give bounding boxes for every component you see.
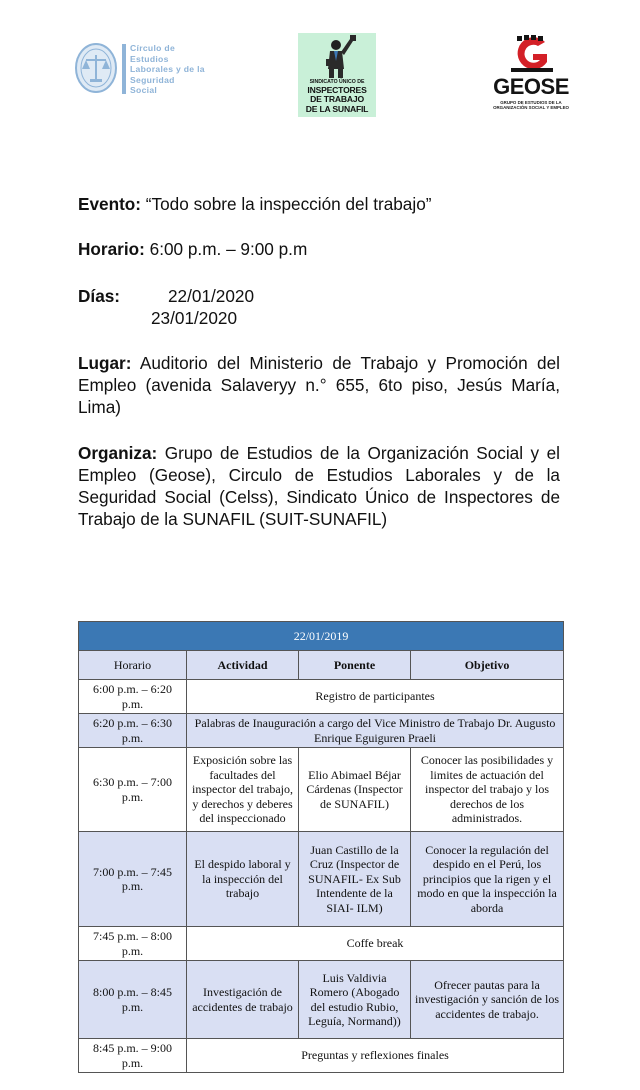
dias-value-1: 22/01/2020 [168, 286, 255, 306]
merged-cell: Palabras de Inauguración a cargo del Vice Ministro de Trabajo Dr. Augusto Enrique Eguiguren Praeli [187, 714, 564, 748]
merged-cell: Coffe break [187, 927, 564, 961]
table-date-row [79, 622, 564, 651]
column-header-objetivo: Objetivo [411, 651, 564, 680]
time-cell: 8:00 p.m. – 8:45 p.m. [79, 961, 187, 1039]
geose-subtitle-line: ORGANIZACIÓN SOCIAL Y EMPLEO [493, 105, 569, 111]
event-line [78, 193, 560, 215]
evento-value: “Todo sobre la inspección del trabajo” [141, 194, 432, 214]
suit-line-1: SINDICATO ÚNICO DE [309, 79, 365, 85]
raised-fist-worker-icon [312, 35, 362, 79]
program-table [78, 621, 564, 1073]
time-cell: 6:30 p.m. – 7:00 p.m. [79, 748, 187, 832]
scales-of-justice-icon [74, 42, 118, 94]
organiza-value: Grupo de Estudios de la Organización Social y el Empleo (Geose), Circulo de Estudios Laborales y de la Seguridad Social (Celss), Sindicato Único de Inspectores de Trabajo de la SUNAFIL (SUIT-SUNAFIL) [78, 443, 560, 529]
lugar-paragraph [78, 352, 560, 418]
organiza-paragraph [78, 442, 560, 530]
table-row [79, 832, 564, 927]
evento-label: Evento: [78, 194, 142, 214]
geose-subtitle-line: GRUPO DE ESTUDIOS DE LA [500, 100, 562, 105]
lugar-label: Lugar: [78, 353, 132, 373]
celss-wordmark [130, 43, 245, 96]
activity-cell: El despido laboral y la inspección del trabajo [187, 832, 299, 927]
suit-line-2: INSPECTORES [307, 85, 367, 95]
table-row [79, 961, 564, 1039]
speaker-cell: Elio Abimael Béjar Cárdenas (Inspector de SUNAFIL) [299, 748, 411, 832]
celss-logo [74, 40, 244, 98]
horario-line [78, 238, 560, 260]
speaker-cell: Juan Castillo de la Cruz (Inspector de SUNAFIL- Ex Sub Intendente de la SIAI- ILM) [299, 832, 411, 927]
suit-line-4: DE LA SUNAFIL [305, 103, 369, 114]
table-row [79, 1039, 564, 1073]
column-header-horario: Horario [79, 651, 187, 680]
speaker-cell: Luis Valdivia Romero (Abogado del estudio Rubio, Leguía, Normand)) [299, 961, 411, 1039]
time-cell: 8:45 p.m. – 9:00 p.m. [79, 1039, 187, 1073]
table-date: 22/01/2019 [79, 622, 564, 651]
organiza-label: Organiza: [78, 443, 158, 463]
objective-cell: Ofrecer pautas para la investigación y sanción de los accidentes de trabajo. [411, 961, 564, 1039]
horario-label: Horario: [78, 239, 145, 259]
suit-sunafil-logo [298, 33, 376, 117]
celss-line: Círculo de [130, 43, 176, 53]
dias-label: Días: [78, 286, 121, 306]
activity-cell: Exposición sobre las facultades del inspector del trabajo, y derechos y deberes del inspeccionado [187, 748, 299, 832]
dias-value-2: 23/01/2020 [151, 308, 238, 328]
lugar-value: Auditorio del Ministerio de Trabajo y Promoción del Empleo (avenida Salaveryy n.° 655, 6to piso, Jesús María, Lima) [78, 353, 560, 417]
geose-name: GEOSE [493, 74, 569, 99]
activity-cell: Investigación de accidentes de trabajo [187, 961, 299, 1039]
suit-line-3: DE TRABAJO [310, 94, 364, 105]
objective-cell: Conocer la regulación del despido en el Perú, los principios que la rigen y el modo en que la inspección la aborda [411, 832, 564, 927]
table-row [79, 748, 564, 832]
time-cell: 6:00 p.m. – 6:20 p.m. [79, 680, 187, 714]
merged-cell: Registro de participantes [187, 680, 564, 714]
geose-subtitle [485, 100, 577, 111]
time-cell: 7:00 p.m. – 7:45 p.m. [79, 832, 187, 927]
celss-line: Seguridad [130, 74, 175, 85]
column-header-ponente: Ponente [299, 651, 411, 680]
celss-line: Laborales y de la [130, 64, 205, 75]
table-header-row [79, 651, 564, 680]
column-header-actividad: Actividad [187, 651, 299, 680]
celss-line: Social [130, 85, 158, 96]
celss-line: Estudios [130, 53, 169, 64]
celss-divider [122, 44, 126, 94]
table-row [79, 927, 564, 961]
time-cell: 7:45 p.m. – 8:00 p.m. [79, 927, 187, 961]
merged-cell: Preguntas y reflexiones finales [187, 1039, 564, 1073]
table-row [79, 680, 564, 714]
objective-cell: Conocer las posibilidades y limites de actuación del inspector del trabajo y los derechos de los administrados. [411, 748, 564, 832]
horario-value: 6:00 p.m. – 9:00 p.m [144, 239, 308, 259]
geose-g-icon [505, 34, 559, 74]
dias-line [78, 285, 120, 307]
geose-logo [485, 34, 577, 114]
table-row [79, 714, 564, 748]
time-cell: 6:20 p.m. – 6:30 p.m. [79, 714, 187, 748]
